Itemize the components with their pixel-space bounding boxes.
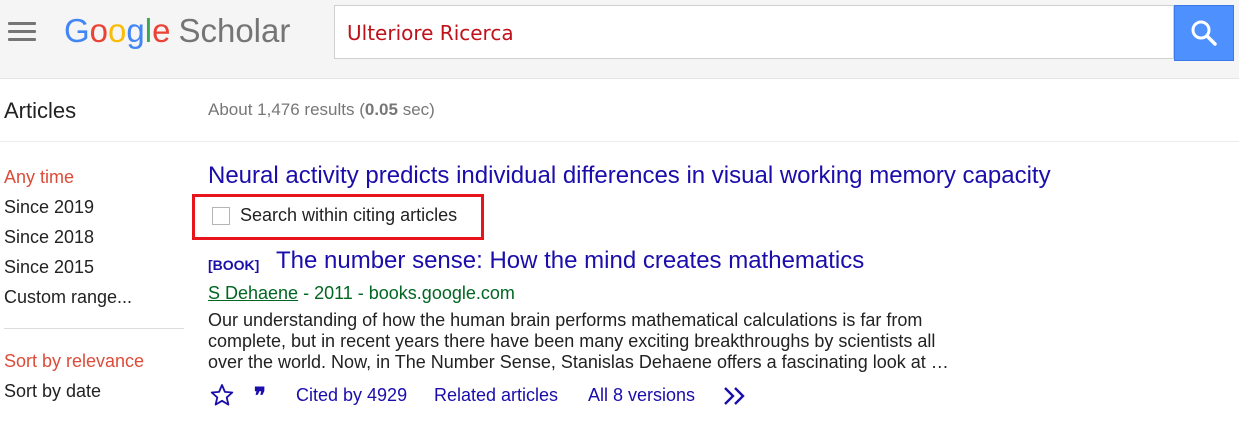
search-icon xyxy=(1190,19,1218,47)
snippet-line: complete, but in recent years there have been many exciting breakthroughs by scientists all xyxy=(208,331,936,351)
result-title[interactable]: The number sense: How the mind creates mathematics xyxy=(276,247,865,274)
logo-letter: o xyxy=(89,12,109,49)
results-count-prefix: About 1,476 results ( xyxy=(208,100,365,119)
logo-letter: G xyxy=(64,12,90,49)
menu-icon[interactable] xyxy=(8,22,36,42)
snippet-line: Our understanding of how the human brain performs mathematical calculations is far from xyxy=(208,310,923,330)
sort-by-date[interactable]: Sort by date xyxy=(4,381,102,401)
search-value: Ulteriore Ricerca xyxy=(347,21,514,45)
search-button[interactable] xyxy=(1174,5,1234,61)
related-articles-link[interactable]: Related articles xyxy=(434,385,559,405)
filter-since-2015[interactable]: Since 2015 xyxy=(4,257,95,277)
logo-letter: o xyxy=(108,12,127,49)
logo-letter: g xyxy=(126,12,145,49)
cited-by-link[interactable]: Cited by 4929 xyxy=(296,385,408,405)
all-versions-link[interactable]: All 8 versions xyxy=(588,385,696,405)
sidebar-divider xyxy=(4,328,184,329)
result-meta xyxy=(208,283,515,304)
logo-letter: l xyxy=(144,12,153,49)
sort-by-relevance[interactable]: Sort by relevance xyxy=(4,351,145,371)
filter-since-2018[interactable]: Since 2018 xyxy=(4,227,95,247)
articles-section-title: Articles xyxy=(4,98,77,123)
results-count-time: 0.05 xyxy=(364,100,398,119)
google-scholar-logo[interactable] xyxy=(64,11,290,51)
result-meta-rest: - 2011 - books.google.com xyxy=(298,283,515,303)
star-icon[interactable] xyxy=(210,383,234,407)
filter-since-2019[interactable]: Since 2019 xyxy=(4,197,95,217)
header xyxy=(0,0,1239,79)
search-input[interactable] xyxy=(334,5,1174,59)
logo-letter: e xyxy=(152,12,171,49)
filter-any-time[interactable]: Any time xyxy=(4,167,75,187)
logo-product: Scholar xyxy=(178,12,291,49)
more-icon[interactable] xyxy=(722,385,748,407)
search-within-citing-checkbox[interactable] xyxy=(212,207,230,225)
snippet-line: over the world. Now, in The Number Sense, Stanislas Dehaene offers a fascinating look at … xyxy=(208,352,949,372)
author-link[interactable]: S Dehaene xyxy=(208,283,299,303)
book-tag: [BOOK] xyxy=(208,257,260,273)
search-within-citing-label[interactable]: Search within citing articles xyxy=(240,205,458,225)
result-snippet xyxy=(208,310,1028,373)
quote-icon[interactable]: ❞ xyxy=(254,383,266,408)
results-count-suffix: sec) xyxy=(397,100,435,119)
cited-article-title[interactable]: Neural activity predicts individual differences in visual working memory capacity xyxy=(208,162,1051,189)
results-count xyxy=(208,100,435,120)
filter-custom-range[interactable]: Custom range... xyxy=(4,287,133,307)
header-divider xyxy=(0,141,1239,142)
